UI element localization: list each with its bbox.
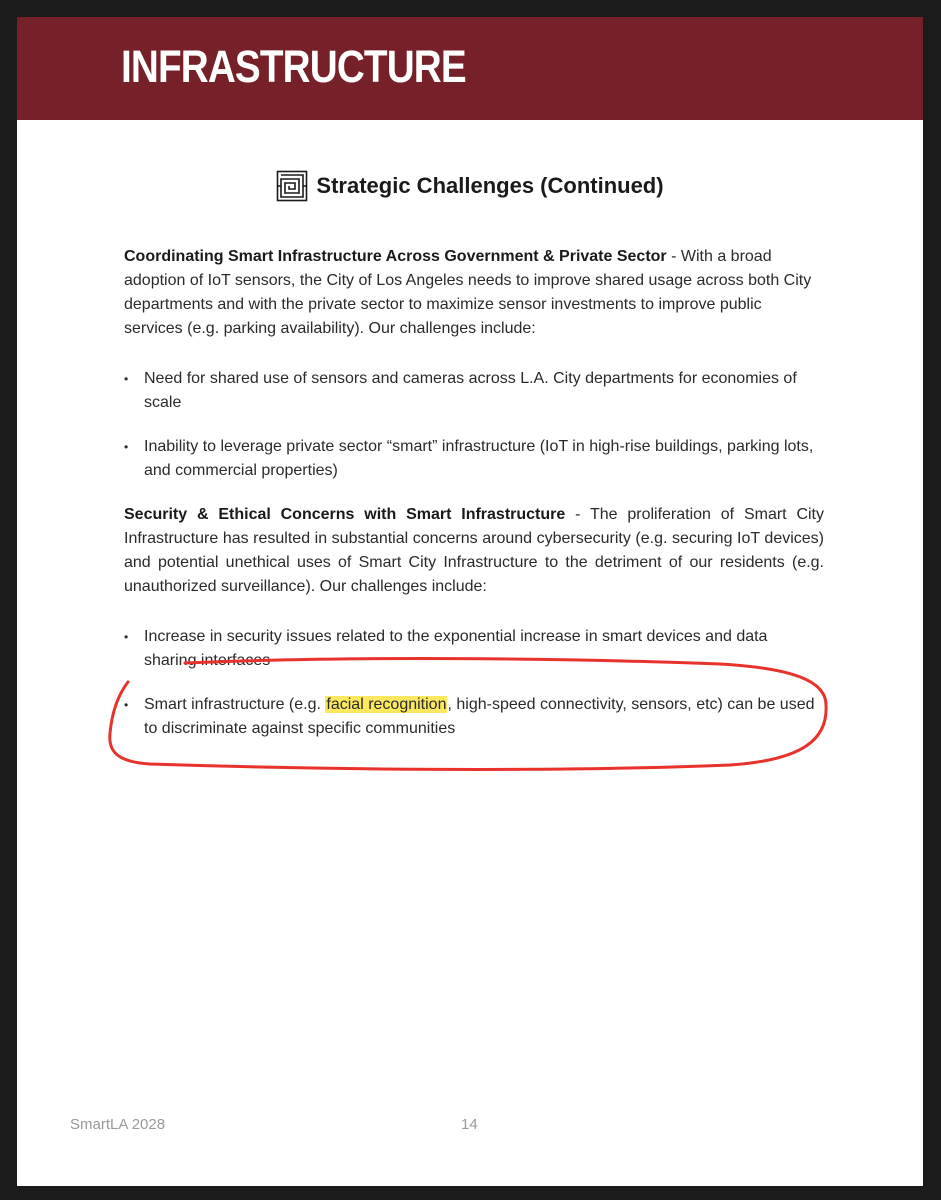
list-item: • Increase in security issues related to the exponential increase in smart devices and data sharing interfaces — [124, 625, 824, 673]
section-title: Strategic Challenges (Continued) — [316, 173, 664, 198]
footer-label: SmartLA 2028 — [70, 1116, 166, 1133]
document-body — [124, 245, 824, 761]
bullet-icon: • — [124, 440, 129, 454]
paragraph-text: - The proliferation of Smart City Infrastructure has resulted in substantial concerns around cybersecurity (e.g. securing IoT devices) and potential unethical uses of Smart City Infrastructure to the detriment of our residents (e.g. unauthorized surveillance). Our challenges include: — [124, 506, 824, 595]
paragraph-security — [124, 503, 824, 599]
bullet-list-coordinating — [124, 367, 824, 483]
highlighted-text: facial recognition — [326, 696, 447, 713]
page-title: INFRASTRUCTURE — [121, 41, 466, 92]
bullet-list-security — [124, 625, 824, 741]
page-number: 14 — [461, 1116, 478, 1133]
paragraph-coordinating — [124, 245, 824, 341]
paragraph-heading: Coordinating Smart Infrastructure Across Government & Private Sector — [124, 248, 667, 265]
list-item-circled: • Smart infrastructure (e.g. facial recognition, high-speed connectivity, sensors, etc) can be used to discriminate against specific communities — [124, 693, 824, 741]
bullet-icon: • — [124, 630, 129, 644]
list-item: • Inability to leverage private sector “smart” infrastructure (IoT in high-rise buildings, parking lots, and commercial properties) — [124, 435, 824, 483]
section-heading — [17, 170, 923, 202]
bullet-icon: • — [124, 372, 129, 386]
bullet-icon: • — [124, 698, 129, 712]
document-page — [17, 17, 923, 1186]
paragraph-text: - With a broad adoption of IoT sensors, the City of Los Angeles needs to improve shared usage across both City departments and with the private sector to maximize sensor investments to improve public services (e.g. parking availability). Our challenges include: — [124, 248, 812, 337]
maze-icon — [276, 170, 308, 202]
list-item: • Need for shared use of sensors and cameras across L.A. City departments for economies of scale — [124, 367, 824, 415]
header-band — [17, 17, 923, 120]
paragraph-heading: Security & Ethical Concerns with Smart Infrastructure — [124, 506, 566, 523]
